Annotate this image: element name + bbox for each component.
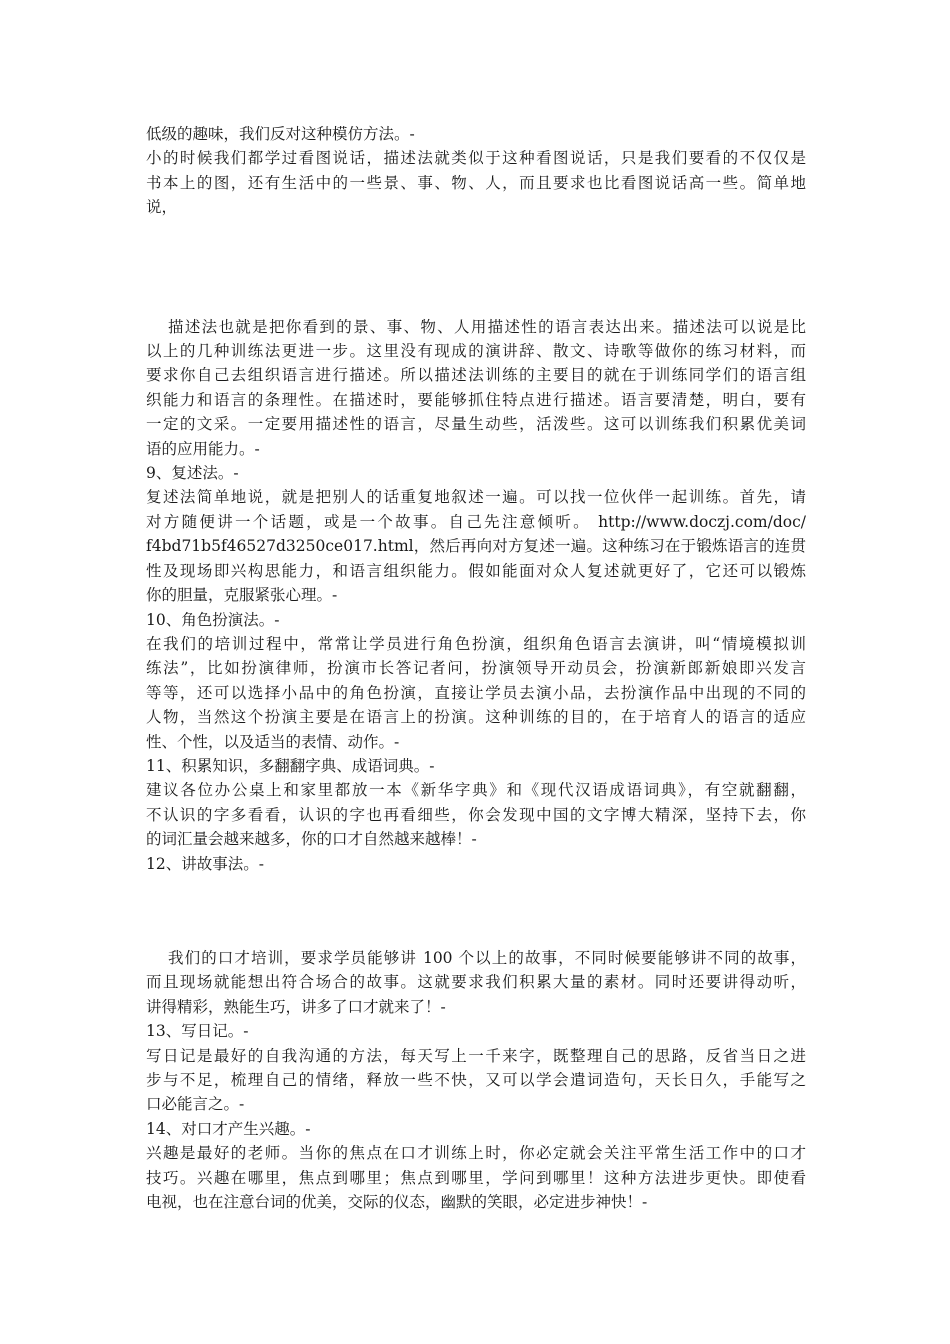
text-line: 语的应用能力。- bbox=[146, 439, 260, 458]
text-line: 在我们的培训过程中，常常让学员进行角色扮演，组织角色语言去演讲，叫“情境模拟训 bbox=[146, 634, 806, 653]
text-line: 小的时候我们都学过看图说话，描述法就类似于这种看图说话，只是我们要看的不仅仅是 bbox=[146, 149, 806, 168]
paragraph-dictionary bbox=[146, 778, 806, 851]
text-line: 电视，也在注意台词的优美，交际的仪态，幽默的笑眼，必定进步神快！- bbox=[146, 1193, 648, 1212]
text-line: 步与不足，梳理自己的情绪，释放一些不快，又可以学会遣词造句，天长日久，手能写之 bbox=[146, 1071, 806, 1089]
text-line: 写日记是最好的自我沟通的方法，每天写上一千来字，既整理自己的思路，反省当日之进 bbox=[146, 1046, 806, 1065]
text-line: 描述法也就是把你看到的景、事、物、人用描述性的语言表达出来。描述法可以说是比 bbox=[168, 317, 806, 336]
paragraph-retelling-method bbox=[146, 485, 806, 607]
text-line: 织能力和语言的条理性。在描述时，要能够抓住特点进行描述。语言要清楚，明白，要有 bbox=[146, 390, 806, 409]
heading-12 bbox=[146, 852, 806, 876]
text-line: 对方随便讲一个话题，或是一个故事。自己先注意倾听。 http://www.doczj.com/doc/ bbox=[146, 512, 806, 531]
section-heading: 13、写日记。- bbox=[146, 1022, 249, 1041]
text-line: 性及现场即兴构思能力，和语言组织能力。假如能面对众人复述就更好了，它还可以锻炼 bbox=[146, 561, 806, 580]
paragraph-description-method bbox=[146, 315, 806, 461]
text-line: 而且现场就能想出符合场合的故事。这就要求我们积累大量的素材。同时还要讲得动听， bbox=[146, 973, 806, 992]
text-line: 性、个性，以及适当的表情、动作。- bbox=[146, 732, 400, 751]
section-heading: 12、讲故事法。- bbox=[146, 854, 264, 873]
text-line: 技巧。兴趣在哪里，焦点到哪里；焦点到哪里，学问到哪里！这种方法进步更快。即使看 bbox=[146, 1168, 806, 1187]
text-line: 复述法简单地说，就是把别人的话重复地叙述一遍。可以找一位伙伴一起训练。首先，请 bbox=[146, 488, 806, 507]
text-line: 一定的文采。一定要用描述性的语言，尽量生动些，活泼些。这可以训练我们积累优美词 bbox=[146, 415, 806, 434]
document-page bbox=[146, 122, 806, 1214]
text-line: 练法”，比如扮演律师，扮演市长答记者问，扮演领导开动员会，扮演新郎新娘即兴发言 bbox=[146, 659, 806, 678]
text-line: 的词汇量会越来越多，你的口才自然越来越棒！- bbox=[146, 830, 477, 849]
paragraph-storytelling bbox=[146, 946, 806, 1019]
heading-9 bbox=[146, 461, 806, 485]
text-line: 以上的几种训练法更进一步。这里没有现成的演讲辞、散文、诗歌等做你的练习材料，而 bbox=[146, 342, 806, 361]
text-line: 说， bbox=[146, 198, 178, 217]
text-line: f4bd71b5f46527d3250ce017.html，然后再向对方复述一遍。这种练习在于锻炼语言的连贯 bbox=[146, 537, 806, 556]
heading-14 bbox=[146, 1117, 806, 1141]
text-line: 低级的趣味，我们反对这种模仿方法。- bbox=[146, 125, 415, 143]
section-heading: 10、角色扮演法。- bbox=[146, 610, 280, 629]
heading-13 bbox=[146, 1019, 806, 1043]
paragraph-interest bbox=[146, 1141, 806, 1214]
text-line: 建议各位办公桌上和家里都放一本《新华字典》和《现代汉语成语词典》，有空就翻翻， bbox=[146, 781, 806, 800]
text-line: 兴趣是最好的老师。当你的焦点在口才训练上时，你必定就会关注平常生活工作中的口才 bbox=[146, 1144, 806, 1163]
text-line: 等等，还可以选择小品中的角色扮演，直接让学员去演小品，去扮演作品中出现的不同的 bbox=[146, 683, 806, 702]
page-break-gap bbox=[146, 876, 806, 946]
text-line: 书本上的图，还有生活中的一些景、事、物、人，而且要求也比看图说话高一些。简单地 bbox=[146, 173, 806, 192]
text-line: 你的胆量，克服紧张心理。- bbox=[146, 586, 338, 605]
text-line: 人物，当然这个扮演主要是在语言上的扮演。这种训练的目的，在于培育人的语言的适应 bbox=[146, 708, 806, 727]
heading-11 bbox=[146, 754, 806, 778]
section-heading: 9、复述法。- bbox=[146, 464, 239, 483]
page-break-gap bbox=[146, 220, 806, 315]
text-line: 要求你自己去组织语言进行描述。所以描述法训练的主要目的就在于训练同学们的语言组 bbox=[146, 366, 806, 385]
text-line: 我们的口才培训，要求学员能够讲 100 个以上的故事，不同时候要能够讲不同的故事， bbox=[168, 948, 806, 967]
paragraph-imitation-end bbox=[146, 122, 806, 146]
text-line: 不认识的字多看看，认识的字也再看细些，你会发现中国的文字博大精深，坚持下去，你 bbox=[146, 805, 806, 824]
section-heading: 14、对口才产生兴趣。- bbox=[146, 1119, 311, 1138]
paragraph-diary bbox=[146, 1044, 806, 1117]
heading-10 bbox=[146, 608, 806, 632]
paragraph-role-play bbox=[146, 632, 806, 754]
paragraph-picture-talk bbox=[146, 146, 806, 219]
section-heading: 11、积累知识，多翻翻字典、成语词典。- bbox=[146, 756, 435, 775]
text-line: 口必能言之。- bbox=[146, 1095, 245, 1114]
text-line: 讲得精彩，熟能生巧，讲多了口才就来了！- bbox=[146, 997, 446, 1016]
